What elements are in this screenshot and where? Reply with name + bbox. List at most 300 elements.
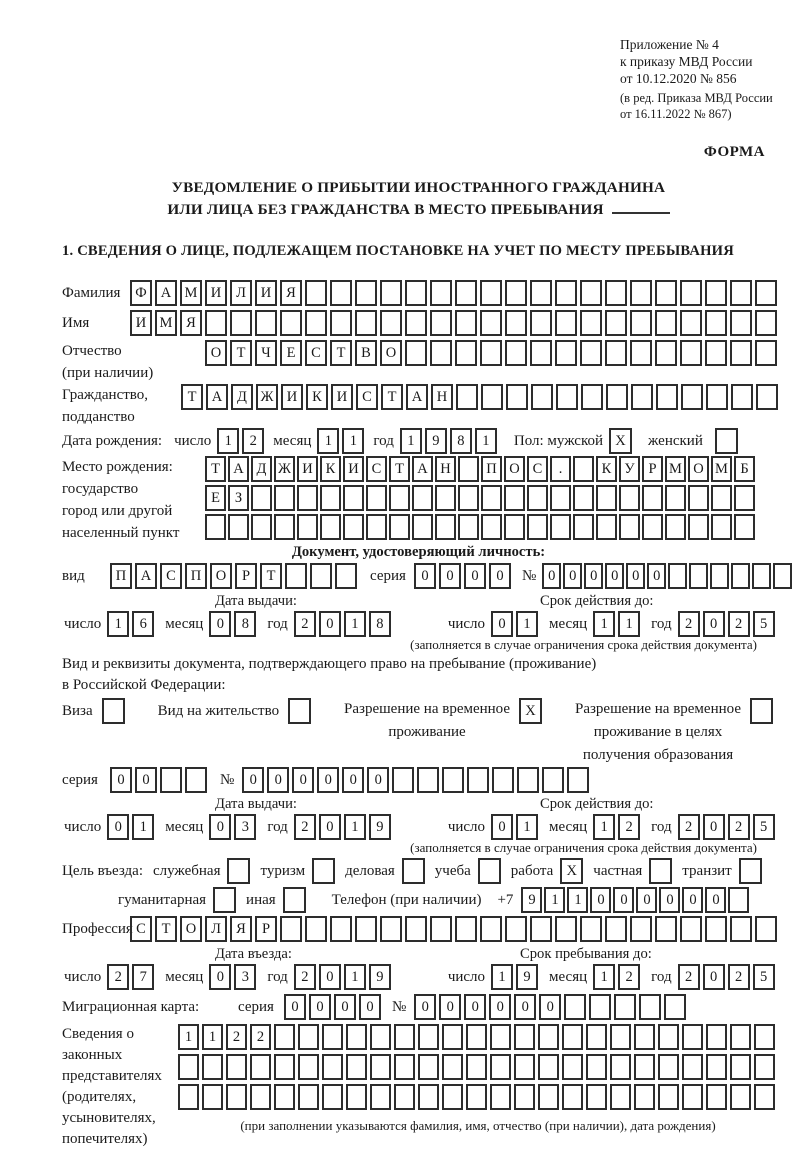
char-cell[interactable] xyxy=(631,384,653,410)
char-cell[interactable]: М xyxy=(711,456,732,482)
char-cell[interactable] xyxy=(430,340,452,366)
char-cell[interactable]: 2 xyxy=(618,964,640,990)
residence-permit-checkbox[interactable] xyxy=(288,698,311,724)
char-cell[interactable] xyxy=(370,1024,391,1050)
char-cell[interactable]: 0 xyxy=(636,887,657,913)
char-cell[interactable]: П xyxy=(185,563,207,589)
char-cell[interactable]: 1 xyxy=(618,611,640,637)
char-cell[interactable]: 0 xyxy=(514,994,536,1020)
char-cell[interactable] xyxy=(655,340,677,366)
char-cell[interactable]: Т xyxy=(181,384,203,410)
char-cell[interactable] xyxy=(442,1024,463,1050)
char-cell[interactable]: 0 xyxy=(319,611,341,637)
char-cell[interactable] xyxy=(274,1084,295,1110)
char-cell[interactable] xyxy=(298,1054,319,1080)
char-cell[interactable] xyxy=(430,916,452,942)
purpose-official-checkbox[interactable] xyxy=(227,858,250,884)
char-cell[interactable]: 0 xyxy=(605,563,624,589)
char-cell[interactable] xyxy=(202,1084,223,1110)
char-cell[interactable]: 0 xyxy=(659,887,680,913)
char-cell[interactable]: 8 xyxy=(234,611,256,637)
char-cell[interactable] xyxy=(435,514,456,540)
char-cell[interactable]: А xyxy=(228,456,249,482)
char-cell[interactable]: П xyxy=(481,456,502,482)
char-cell[interactable] xyxy=(658,1024,679,1050)
char-cell[interactable]: 0 xyxy=(267,767,289,793)
char-cell[interactable] xyxy=(680,916,702,942)
char-cell[interactable] xyxy=(555,340,577,366)
char-cell[interactable] xyxy=(555,310,577,336)
char-cell[interactable] xyxy=(370,1084,391,1110)
char-cell[interactable] xyxy=(346,1084,367,1110)
char-cell[interactable]: 2 xyxy=(294,611,316,637)
char-cell[interactable] xyxy=(343,485,364,511)
char-cell[interactable]: 6 xyxy=(132,611,154,637)
char-cell[interactable] xyxy=(456,384,478,410)
char-cell[interactable] xyxy=(580,916,602,942)
char-cell[interactable]: И xyxy=(331,384,353,410)
char-cell[interactable]: К xyxy=(320,456,341,482)
char-cell[interactable]: О xyxy=(504,456,525,482)
char-cell[interactable] xyxy=(538,1084,559,1110)
char-cell[interactable]: 0 xyxy=(489,994,511,1020)
char-cell[interactable] xyxy=(538,1054,559,1080)
char-cell[interactable]: Л xyxy=(205,916,227,942)
char-cell[interactable]: 1 xyxy=(593,814,615,840)
char-cell[interactable] xyxy=(630,340,652,366)
char-cell[interactable]: Я xyxy=(280,280,302,306)
char-cell[interactable]: 0 xyxy=(705,887,726,913)
char-cell[interactable] xyxy=(250,1084,271,1110)
char-cell[interactable]: 1 xyxy=(544,887,565,913)
char-cell[interactable] xyxy=(255,310,277,336)
char-cell[interactable] xyxy=(458,485,479,511)
char-cell[interactable]: 9 xyxy=(425,428,447,454)
char-cell[interactable]: Р xyxy=(255,916,277,942)
char-cell[interactable] xyxy=(366,514,387,540)
char-cell[interactable] xyxy=(298,1084,319,1110)
char-cell[interactable] xyxy=(706,384,728,410)
purpose-tourism-checkbox[interactable] xyxy=(312,858,335,884)
char-cell[interactable]: 1 xyxy=(342,428,364,454)
char-cell[interactable] xyxy=(555,916,577,942)
char-cell[interactable] xyxy=(467,767,489,793)
char-cell[interactable] xyxy=(480,280,502,306)
purpose-humanitarian-checkbox[interactable] xyxy=(213,887,236,913)
char-cell[interactable] xyxy=(562,1054,583,1080)
char-cell[interactable]: 2 xyxy=(728,964,750,990)
char-cell[interactable]: Я xyxy=(180,310,202,336)
char-cell[interactable]: Ж xyxy=(274,456,295,482)
char-cell[interactable] xyxy=(320,485,341,511)
char-cell[interactable] xyxy=(355,310,377,336)
char-cell[interactable]: 0 xyxy=(584,563,603,589)
char-cell[interactable]: И xyxy=(281,384,303,410)
char-cell[interactable] xyxy=(380,916,402,942)
char-cell[interactable]: З xyxy=(228,485,249,511)
char-cell[interactable]: 0 xyxy=(242,767,264,793)
char-cell[interactable] xyxy=(442,1054,463,1080)
char-cell[interactable]: 2 xyxy=(294,814,316,840)
char-cell[interactable]: А xyxy=(412,456,433,482)
char-cell[interactable] xyxy=(706,1024,727,1050)
char-cell[interactable] xyxy=(706,1054,727,1080)
char-cell[interactable] xyxy=(668,563,687,589)
char-cell[interactable] xyxy=(550,514,571,540)
char-cell[interactable]: 0 xyxy=(590,887,611,913)
char-cell[interactable] xyxy=(688,485,709,511)
char-cell[interactable]: 0 xyxy=(414,994,436,1020)
char-cell[interactable] xyxy=(680,280,702,306)
temp-residence-education-checkbox[interactable] xyxy=(750,698,773,724)
char-cell[interactable] xyxy=(682,1024,703,1050)
purpose-transit-checkbox[interactable] xyxy=(739,858,762,884)
char-cell[interactable]: 0 xyxy=(439,994,461,1020)
char-cell[interactable] xyxy=(466,1084,487,1110)
char-cell[interactable] xyxy=(505,916,527,942)
char-cell[interactable]: 3 xyxy=(234,964,256,990)
char-cell[interactable]: 0 xyxy=(539,994,561,1020)
purpose-study-checkbox[interactable] xyxy=(478,858,501,884)
char-cell[interactable] xyxy=(614,994,636,1020)
purpose-business-checkbox[interactable] xyxy=(402,858,425,884)
char-cell[interactable]: А xyxy=(155,280,177,306)
char-cell[interactable] xyxy=(754,1084,775,1110)
char-cell[interactable] xyxy=(689,563,708,589)
char-cell[interactable] xyxy=(160,767,182,793)
char-cell[interactable]: 5 xyxy=(753,611,775,637)
char-cell[interactable] xyxy=(330,280,352,306)
char-cell[interactable] xyxy=(380,280,402,306)
char-cell[interactable]: Е xyxy=(280,340,302,366)
char-cell[interactable] xyxy=(226,1084,247,1110)
char-cell[interactable] xyxy=(531,384,553,410)
char-cell[interactable] xyxy=(370,1054,391,1080)
char-cell[interactable] xyxy=(490,1024,511,1050)
char-cell[interactable]: 0 xyxy=(367,767,389,793)
char-cell[interactable]: 9 xyxy=(369,964,391,990)
char-cell[interactable] xyxy=(596,485,617,511)
char-cell[interactable] xyxy=(330,916,352,942)
char-cell[interactable]: И xyxy=(343,456,364,482)
char-cell[interactable]: Я xyxy=(230,916,252,942)
char-cell[interactable]: 1 xyxy=(344,611,366,637)
char-cell[interactable] xyxy=(642,485,663,511)
char-cell[interactable] xyxy=(586,1024,607,1050)
char-cell[interactable] xyxy=(680,340,702,366)
char-cell[interactable] xyxy=(305,280,327,306)
char-cell[interactable] xyxy=(405,280,427,306)
char-cell[interactable]: 0 xyxy=(464,994,486,1020)
char-cell[interactable]: 2 xyxy=(618,814,640,840)
char-cell[interactable]: 3 xyxy=(234,814,256,840)
char-cell[interactable] xyxy=(730,340,752,366)
char-cell[interactable] xyxy=(335,563,357,589)
char-cell[interactable] xyxy=(280,310,302,336)
char-cell[interactable] xyxy=(773,563,792,589)
char-cell[interactable]: 1 xyxy=(400,428,422,454)
char-cell[interactable] xyxy=(752,563,771,589)
char-cell[interactable] xyxy=(573,514,594,540)
char-cell[interactable] xyxy=(730,916,752,942)
char-cell[interactable]: Т xyxy=(230,340,252,366)
char-cell[interactable] xyxy=(310,563,332,589)
char-cell[interactable]: Б xyxy=(734,456,755,482)
sex-male-checkbox[interactable]: X xyxy=(609,428,632,454)
sex-female-checkbox[interactable] xyxy=(715,428,738,454)
char-cell[interactable] xyxy=(605,280,627,306)
char-cell[interactable] xyxy=(392,767,414,793)
char-cell[interactable] xyxy=(705,340,727,366)
char-cell[interactable] xyxy=(322,1024,343,1050)
char-cell[interactable] xyxy=(418,1084,439,1110)
char-cell[interactable]: 0 xyxy=(292,767,314,793)
char-cell[interactable]: 0 xyxy=(209,964,231,990)
char-cell[interactable] xyxy=(542,767,564,793)
char-cell[interactable] xyxy=(405,310,427,336)
char-cell[interactable] xyxy=(517,767,539,793)
char-cell[interactable]: С xyxy=(356,384,378,410)
char-cell[interactable] xyxy=(481,514,502,540)
char-cell[interactable] xyxy=(442,1084,463,1110)
char-cell[interactable] xyxy=(573,456,594,482)
char-cell[interactable] xyxy=(480,916,502,942)
char-cell[interactable]: 0 xyxy=(209,611,231,637)
char-cell[interactable]: 1 xyxy=(344,814,366,840)
char-cell[interactable] xyxy=(514,1024,535,1050)
char-cell[interactable] xyxy=(580,310,602,336)
char-cell[interactable] xyxy=(320,514,341,540)
char-cell[interactable] xyxy=(681,384,703,410)
char-cell[interactable] xyxy=(346,1054,367,1080)
char-cell[interactable]: 0 xyxy=(309,994,331,1020)
char-cell[interactable]: 0 xyxy=(110,767,132,793)
char-cell[interactable] xyxy=(330,310,352,336)
char-cell[interactable]: И xyxy=(255,280,277,306)
char-cell[interactable]: А xyxy=(135,563,157,589)
char-cell[interactable]: 8 xyxy=(369,611,391,637)
char-cell[interactable] xyxy=(605,310,627,336)
char-cell[interactable] xyxy=(389,485,410,511)
char-cell[interactable] xyxy=(490,1084,511,1110)
char-cell[interactable]: Т xyxy=(260,563,282,589)
char-cell[interactable]: И xyxy=(130,310,152,336)
char-cell[interactable]: О xyxy=(688,456,709,482)
char-cell[interactable] xyxy=(178,1084,199,1110)
char-cell[interactable] xyxy=(555,280,577,306)
char-cell[interactable]: 0 xyxy=(489,563,511,589)
char-cell[interactable] xyxy=(688,514,709,540)
char-cell[interactable]: 0 xyxy=(317,767,339,793)
char-cell[interactable] xyxy=(682,1084,703,1110)
char-cell[interactable]: 1 xyxy=(344,964,366,990)
char-cell[interactable] xyxy=(634,1054,655,1080)
char-cell[interactable]: Ж xyxy=(256,384,278,410)
char-cell[interactable] xyxy=(731,563,750,589)
char-cell[interactable] xyxy=(705,310,727,336)
char-cell[interactable]: 0 xyxy=(703,611,725,637)
char-cell[interactable] xyxy=(366,485,387,511)
char-cell[interactable] xyxy=(581,384,603,410)
char-cell[interactable] xyxy=(596,514,617,540)
char-cell[interactable] xyxy=(755,280,777,306)
char-cell[interactable] xyxy=(274,514,295,540)
char-cell[interactable] xyxy=(680,310,702,336)
char-cell[interactable] xyxy=(442,767,464,793)
char-cell[interactable]: К xyxy=(596,456,617,482)
char-cell[interactable] xyxy=(418,1054,439,1080)
char-cell[interactable] xyxy=(567,767,589,793)
char-cell[interactable] xyxy=(755,310,777,336)
char-cell[interactable]: 0 xyxy=(491,611,513,637)
char-cell[interactable] xyxy=(665,485,686,511)
char-cell[interactable]: О xyxy=(210,563,232,589)
char-cell[interactable] xyxy=(619,514,640,540)
char-cell[interactable] xyxy=(205,514,226,540)
char-cell[interactable]: Д xyxy=(231,384,253,410)
char-cell[interactable] xyxy=(756,384,778,410)
char-cell[interactable]: 2 xyxy=(678,814,700,840)
char-cell[interactable] xyxy=(394,1054,415,1080)
char-cell[interactable] xyxy=(505,280,527,306)
char-cell[interactable] xyxy=(530,310,552,336)
char-cell[interactable]: Р xyxy=(642,456,663,482)
char-cell[interactable] xyxy=(530,916,552,942)
char-cell[interactable] xyxy=(430,310,452,336)
char-cell[interactable] xyxy=(734,514,755,540)
purpose-other-checkbox[interactable] xyxy=(283,887,306,913)
char-cell[interactable]: 1 xyxy=(516,814,538,840)
char-cell[interactable] xyxy=(562,1024,583,1050)
char-cell[interactable] xyxy=(610,1054,631,1080)
char-cell[interactable]: . xyxy=(550,456,571,482)
char-cell[interactable] xyxy=(755,340,777,366)
temp-residence-checkbox[interactable]: X xyxy=(519,698,542,724)
char-cell[interactable]: М xyxy=(155,310,177,336)
char-cell[interactable]: Т xyxy=(205,456,226,482)
char-cell[interactable] xyxy=(202,1054,223,1080)
char-cell[interactable] xyxy=(754,1054,775,1080)
char-cell[interactable] xyxy=(394,1024,415,1050)
char-cell[interactable]: 2 xyxy=(242,428,264,454)
char-cell[interactable] xyxy=(556,384,578,410)
char-cell[interactable]: 0 xyxy=(439,563,461,589)
char-cell[interactable]: 2 xyxy=(728,611,750,637)
char-cell[interactable] xyxy=(514,1084,535,1110)
char-cell[interactable]: 0 xyxy=(319,814,341,840)
char-cell[interactable] xyxy=(658,1054,679,1080)
char-cell[interactable] xyxy=(455,916,477,942)
char-cell[interactable] xyxy=(505,340,527,366)
char-cell[interactable]: Т xyxy=(330,340,352,366)
char-cell[interactable] xyxy=(514,1054,535,1080)
char-cell[interactable] xyxy=(230,310,252,336)
char-cell[interactable] xyxy=(610,1084,631,1110)
char-cell[interactable] xyxy=(630,310,652,336)
char-cell[interactable] xyxy=(251,514,272,540)
char-cell[interactable] xyxy=(481,485,502,511)
char-cell[interactable] xyxy=(455,280,477,306)
char-cell[interactable]: 0 xyxy=(682,887,703,913)
char-cell[interactable]: 1 xyxy=(107,611,129,637)
char-cell[interactable]: 0 xyxy=(626,563,645,589)
char-cell[interactable] xyxy=(682,1054,703,1080)
char-cell[interactable] xyxy=(728,887,749,913)
char-cell[interactable]: 1 xyxy=(593,611,615,637)
char-cell[interactable] xyxy=(435,485,456,511)
char-cell[interactable] xyxy=(458,456,479,482)
char-cell[interactable] xyxy=(734,485,755,511)
char-cell[interactable]: 0 xyxy=(319,964,341,990)
char-cell[interactable] xyxy=(178,1054,199,1080)
char-cell[interactable]: 1 xyxy=(491,964,513,990)
char-cell[interactable]: 0 xyxy=(359,994,381,1020)
char-cell[interactable]: 0 xyxy=(542,563,561,589)
char-cell[interactable] xyxy=(664,994,686,1020)
char-cell[interactable] xyxy=(394,1084,415,1110)
char-cell[interactable] xyxy=(562,1084,583,1110)
char-cell[interactable] xyxy=(564,994,586,1020)
char-cell[interactable]: 0 xyxy=(563,563,582,589)
char-cell[interactable] xyxy=(380,310,402,336)
char-cell[interactable] xyxy=(298,1024,319,1050)
char-cell[interactable] xyxy=(656,384,678,410)
char-cell[interactable] xyxy=(630,280,652,306)
char-cell[interactable] xyxy=(305,916,327,942)
char-cell[interactable] xyxy=(573,485,594,511)
char-cell[interactable]: М xyxy=(665,456,686,482)
char-cell[interactable] xyxy=(731,384,753,410)
char-cell[interactable] xyxy=(655,916,677,942)
char-cell[interactable] xyxy=(580,340,602,366)
char-cell[interactable]: Т xyxy=(155,916,177,942)
char-cell[interactable] xyxy=(490,1054,511,1080)
char-cell[interactable] xyxy=(480,340,502,366)
char-cell[interactable] xyxy=(606,384,628,410)
char-cell[interactable]: Р xyxy=(235,563,257,589)
char-cell[interactable]: 0 xyxy=(703,814,725,840)
char-cell[interactable] xyxy=(228,514,249,540)
char-cell[interactable] xyxy=(418,1024,439,1050)
char-cell[interactable] xyxy=(619,485,640,511)
char-cell[interactable] xyxy=(405,916,427,942)
char-cell[interactable] xyxy=(586,1054,607,1080)
char-cell[interactable]: 9 xyxy=(369,814,391,840)
char-cell[interactable]: К xyxy=(306,384,328,410)
char-cell[interactable] xyxy=(458,514,479,540)
char-cell[interactable]: 5 xyxy=(753,814,775,840)
char-cell[interactable] xyxy=(389,514,410,540)
char-cell[interactable] xyxy=(412,514,433,540)
char-cell[interactable]: 2 xyxy=(226,1024,247,1050)
char-cell[interactable] xyxy=(605,340,627,366)
char-cell[interactable] xyxy=(226,1054,247,1080)
char-cell[interactable]: 0 xyxy=(334,994,356,1020)
char-cell[interactable]: 5 xyxy=(753,964,775,990)
char-cell[interactable] xyxy=(430,280,452,306)
char-cell[interactable] xyxy=(711,485,732,511)
char-cell[interactable]: П xyxy=(110,563,132,589)
char-cell[interactable] xyxy=(297,485,318,511)
char-cell[interactable]: Ч xyxy=(255,340,277,366)
char-cell[interactable] xyxy=(530,280,552,306)
char-cell[interactable] xyxy=(605,916,627,942)
char-cell[interactable] xyxy=(705,280,727,306)
char-cell[interactable]: А xyxy=(406,384,428,410)
char-cell[interactable]: С xyxy=(305,340,327,366)
char-cell[interactable] xyxy=(504,514,525,540)
char-cell[interactable]: Т xyxy=(381,384,403,410)
